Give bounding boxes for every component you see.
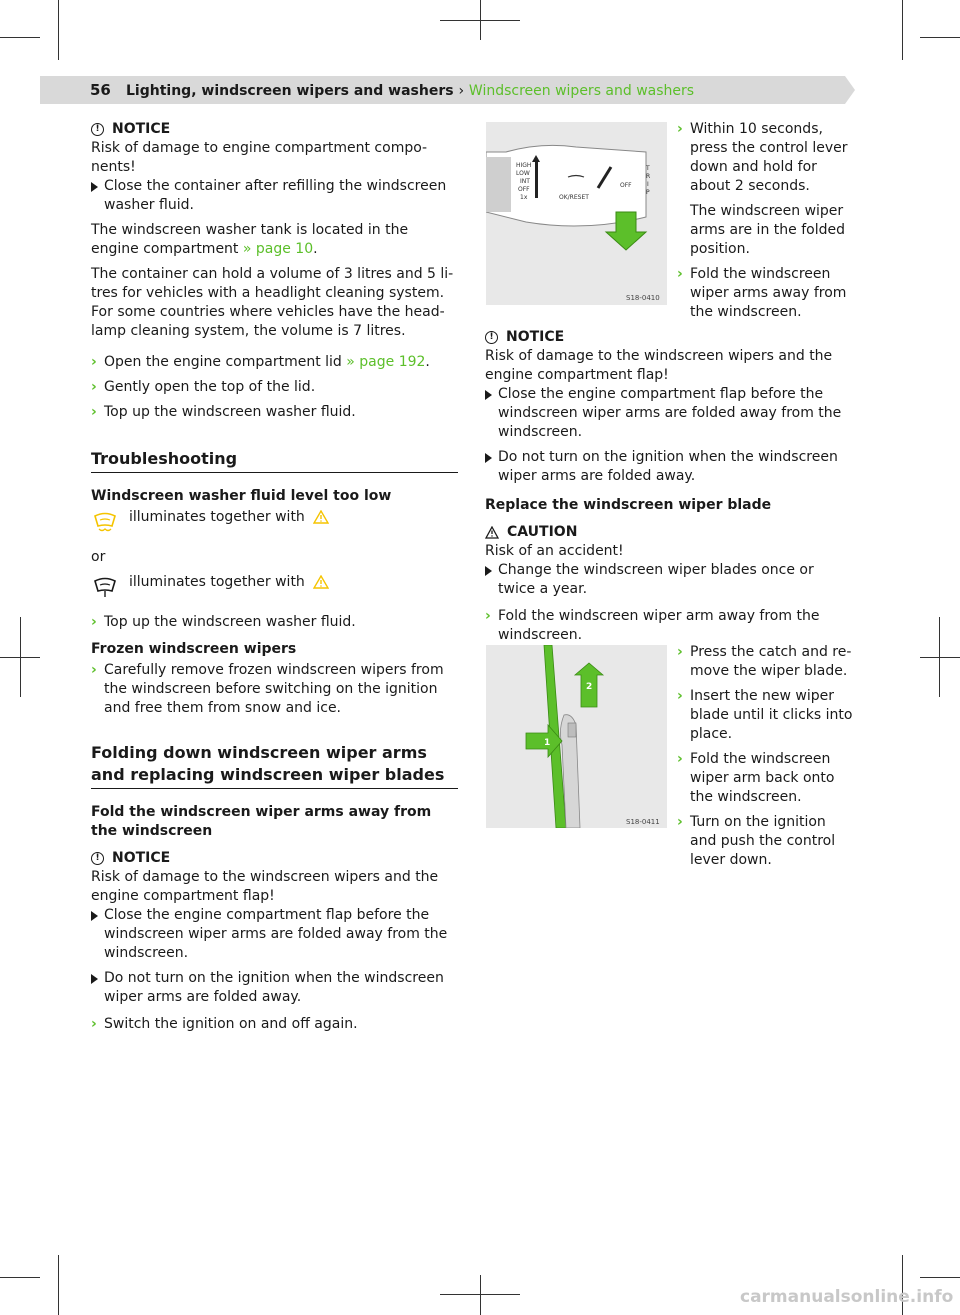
section-heading: Troubleshooting [91, 448, 458, 473]
watermark: carmanualsonline.info [740, 1287, 954, 1307]
notice-text: Risk of damage to the windscreen wipers and the engine compartment flap! [485, 348, 833, 383]
figure-wiper-blade [486, 645, 667, 828]
step-item: › Fold the windscreen wiper arms away from the windscreen. [677, 266, 847, 320]
chevron-icon: › [485, 608, 491, 624]
breadcrumb-section[interactable]: Lighting, windscreen wipers and washers [126, 83, 454, 99]
warning-triangle-icon [313, 510, 329, 524]
chevron-icon: › [91, 662, 97, 678]
chevron-icon: › [677, 814, 683, 830]
page-link[interactable]: » page 192 [346, 354, 426, 370]
chevron-icon: › [677, 266, 683, 282]
svg-text:1: 1 [544, 738, 551, 748]
step-item: › Carefully remove frozen windscreen wipers from the windscreen before switching on the ignition and free them from snow and ice. [91, 662, 444, 716]
crop-mark [920, 1277, 960, 1278]
notice-item: Close the engine compartment flap before the windscreen wiper arms are folded away from the windscreen. [91, 906, 458, 963]
notice-text: Risk of damage to the windscreen wipers and the engine compartment flap! [91, 869, 439, 904]
chevron-icon: › [677, 121, 683, 137]
svg-text:P: P [646, 189, 650, 196]
svg-text:HIGH: HIGH [516, 162, 532, 169]
crop-mark [58, 1255, 59, 1315]
step-note: The windscreen wiper arms are in the folded position. [690, 203, 845, 257]
warning-light-row [91, 573, 458, 599]
breadcrumb-current[interactable]: Windscreen wipers and washers [468, 83, 695, 99]
step-item: › Top up the windscreen washer fluid. [91, 404, 356, 420]
step-item: › Insert the new wiper blade until it clicks into place. [677, 688, 853, 742]
wiper-blade-illustration [486, 645, 667, 828]
warning-light-row [91, 508, 458, 534]
paragraph: The container can hold a volume of 3 litres and 5 li-tres for vehicles with a headlight cleaning system. For some countries where vehicles have the head-lamp cleaning system, the volume is 7 litres. [91, 266, 454, 339]
notice-heading [485, 328, 855, 347]
step-item: › Switch the ignition on and off again. [91, 1016, 358, 1032]
subheading: Fold the windscreen wiper arms away from the windscreen [91, 804, 432, 839]
svg-text:LOW: LOW [516, 170, 530, 177]
notice-item: Do not turn on the ignition when the windscreen wiper arms are folded away. [91, 969, 458, 1007]
notice-title: NOTICE [506, 329, 565, 345]
step-item: › Fold the windscreen wiper arm away from the windscreen. [485, 608, 820, 643]
notice-title: NOTICE [112, 121, 171, 137]
chevron-icon: › [91, 379, 97, 395]
section-heading: Folding down windscreen wiper arms and replacing windscreen wiper blades [91, 742, 458, 789]
svg-text:OK/RESET: OK/RESET [559, 194, 589, 201]
chevron-icon: › [91, 404, 97, 420]
step-item: › Turn on the ignition and push the control lever down. [677, 814, 836, 868]
crop-mark [920, 37, 960, 38]
crop-mark [939, 617, 940, 697]
paragraph: The windscreen washer tank is located in the engine compartment » page 10. [91, 222, 409, 257]
step-item: › Top up the windscreen washer fluid. [91, 614, 356, 630]
page-number: 56 [90, 81, 111, 99]
warning-text: illuminates together with [129, 508, 329, 527]
caution-text: Risk of an accident! [485, 543, 624, 559]
subheading: Replace the windscreen wiper blade [485, 497, 772, 513]
svg-text:I: I [647, 181, 649, 188]
svg-text:OFF: OFF [620, 182, 632, 189]
crop-mark [480, 1275, 481, 1315]
notice-text: Risk of damage to engine compartment compo-nents! [91, 140, 428, 175]
crop-mark [0, 37, 40, 38]
crop-mark [58, 0, 59, 60]
caution-triangle-icon [485, 526, 499, 539]
notice-icon: ! [91, 852, 104, 865]
chevron-icon: › [91, 614, 97, 630]
step-item: › Within 10 seconds, press the control lever down and hold for about 2 seconds. [677, 121, 848, 194]
caution-title: CAUTION [507, 524, 578, 540]
warning-triangle-icon [313, 575, 329, 589]
right-steps-c [677, 643, 855, 876]
step-item: › Open the engine compartment lid » page 192. [91, 354, 430, 370]
chevron-icon: › [677, 751, 683, 767]
chevron-icon: › [91, 1016, 97, 1032]
chevron-icon: › [677, 688, 683, 704]
right-column-mid [485, 328, 855, 651]
subheading: Frozen windscreen wipers [91, 641, 297, 657]
right-steps-a [677, 120, 855, 328]
svg-text:T: T [646, 165, 650, 172]
warning-text: illuminates together with [129, 573, 329, 592]
or-text: or [91, 549, 106, 565]
crop-mark [0, 1277, 40, 1278]
caution-heading [485, 523, 855, 542]
control-lever-illustration [486, 122, 667, 305]
chevron-icon: › [91, 354, 97, 370]
step-item: › Fold the windscreen wiper arm back onto the windscreen. [677, 751, 835, 805]
chevron-icon: › [677, 644, 683, 660]
svg-text:S18-0410: S18-0410 [626, 294, 660, 302]
svg-text:2: 2 [586, 682, 593, 692]
caution-item: Change the windscreen wiper blades once or twice a year. [485, 561, 855, 599]
step-item: › Gently open the top of the lid. [91, 379, 316, 395]
breadcrumb-separator: › [458, 83, 465, 99]
crop-mark [902, 0, 903, 60]
figure-control-lever [486, 122, 667, 305]
header-band-tip [845, 76, 855, 104]
subheading: Windscreen washer fluid level too low [91, 488, 392, 504]
notice-heading [91, 849, 458, 868]
breadcrumb [126, 82, 694, 101]
svg-text:OFF: OFF [518, 186, 530, 193]
svg-text:R: R [646, 173, 651, 180]
notice-title: NOTICE [112, 850, 171, 866]
notice-heading [91, 120, 458, 139]
washer-fluid-icon [91, 508, 119, 534]
crop-mark [920, 657, 960, 658]
notice-item: Close the container after refilling the windscreen washer fluid. [91, 177, 458, 215]
crop-mark [20, 617, 21, 697]
svg-text:S18-0411: S18-0411 [626, 818, 660, 826]
notice-item: Do not turn on the ignition when the windscreen wiper arms are folded away. [485, 448, 855, 486]
notice-icon: ! [485, 331, 498, 344]
washer-malfunction-icon [91, 573, 119, 599]
svg-text:INT: INT [520, 178, 530, 185]
step-item: › Press the catch and re-move the wiper blade. [677, 644, 852, 679]
left-column [91, 120, 458, 1040]
notice-icon: ! [91, 123, 104, 136]
crop-mark [480, 0, 481, 40]
page-link[interactable]: » page 10 [242, 241, 314, 257]
notice-item: Close the engine compartment flap before the windscreen wiper arms are folded away from the windscreen. [485, 385, 855, 442]
svg-text:1x: 1x [520, 194, 528, 201]
